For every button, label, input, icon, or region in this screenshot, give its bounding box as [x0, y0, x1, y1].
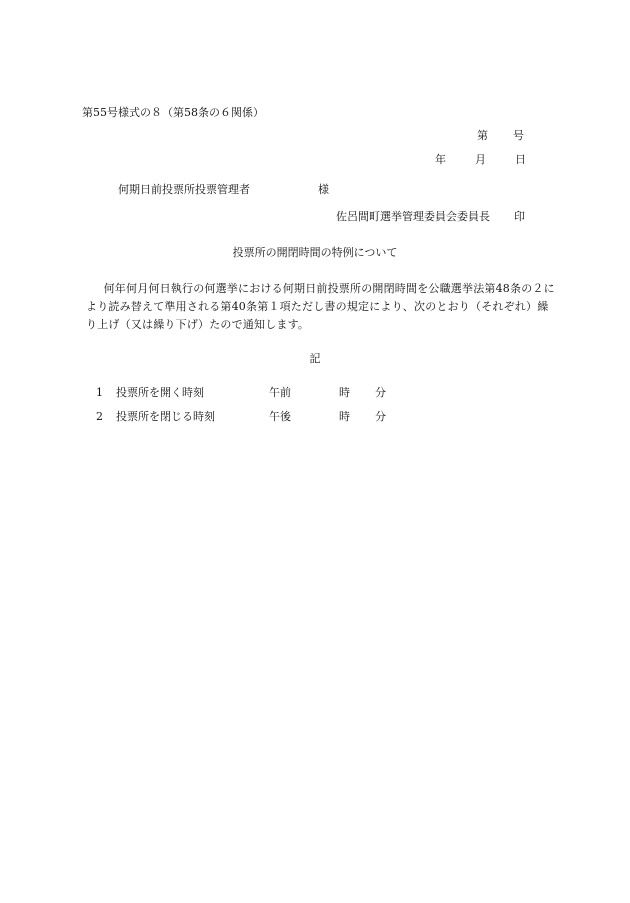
list-item — [96, 386, 405, 399]
date-year: 年 — [435, 153, 446, 166]
body-paragraph: 何年何月何日執行の何選挙における何期日前投票所の開閉時間を公職選挙法第48条の２により読み替えて準用される第40条第１項ただし書の規定により、次のとおり（それぞれ）繰り上げ（又は繰り下げ）たので通知します。 — [86, 282, 555, 331]
addressee-name: 何期日前投票所投票管理者 — [118, 183, 250, 196]
list-item — [96, 410, 405, 423]
number-prefix: 第 — [477, 129, 488, 142]
number-suffix: 号 — [513, 129, 524, 142]
document-number-line — [477, 129, 524, 142]
item-hour: 時 — [339, 386, 350, 399]
item-ampm: 午後 — [269, 410, 291, 423]
item-hour: 時 — [339, 410, 350, 423]
item-number: 1 — [96, 386, 103, 399]
item-label: 投票所を閉じる時刻 — [116, 410, 215, 423]
issuer-line — [336, 210, 525, 223]
date-day: 日 — [515, 153, 526, 166]
item-ampm: 午前 — [269, 386, 291, 399]
issuer-seal: 印 — [514, 210, 525, 223]
addressee-line — [118, 183, 329, 196]
item-minute: 分 — [375, 410, 386, 423]
item-number: 2 — [96, 410, 103, 423]
document-title: 投票所の開閉時間の特例について — [232, 246, 398, 259]
item-minute: 分 — [375, 386, 386, 399]
ki-marker: 記 — [309, 352, 321, 365]
issuer-name: 佐呂間町選挙管理委員会委員長 — [336, 210, 490, 223]
date-line — [435, 153, 526, 166]
item-label: 投票所を開く時刻 — [116, 386, 204, 399]
addressee-honorific: 様 — [318, 183, 329, 196]
form-number-label: 第55号様式の８（第58条の６関係） — [82, 106, 264, 119]
date-month: 月 — [475, 153, 486, 166]
